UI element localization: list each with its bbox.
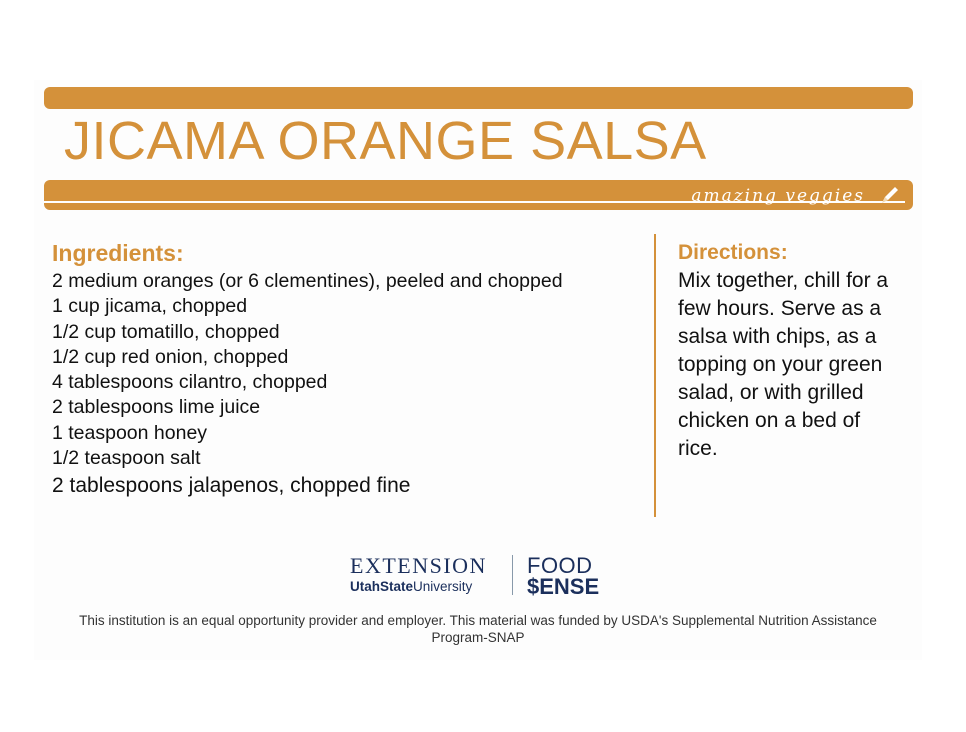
- logo-separator: [512, 555, 513, 595]
- tagline: amazing veggies: [691, 186, 865, 206]
- tagline-band: [44, 180, 913, 210]
- ingredients-section: [52, 240, 642, 500]
- ingredient-item: 1/2 cup tomatillo, chopped: [52, 320, 280, 343]
- logo-food: FOOD: [527, 553, 593, 578]
- ingredient-item: 1 cup jicama, chopped: [52, 295, 248, 318]
- ingredient-item: 2 tablespoons lime juice: [52, 396, 261, 419]
- directions-text: Mix together, chill for a few hours. Serve as a salsa with chips, as a topping on your green salad, or with grilled chicken on a bed of rice.: [678, 269, 889, 460]
- extension-food-sense-logo: [350, 553, 610, 599]
- directions-section: [678, 240, 903, 463]
- ingredient-item: 1 teaspoon honey: [52, 421, 208, 444]
- logo-sense: $ENSE: [527, 574, 600, 599]
- ingredient-item: 4 tablespoons cilantro, chopped: [52, 371, 328, 394]
- logo-usu: [350, 579, 472, 594]
- logo-extension: EXTENSION: [350, 553, 487, 578]
- logo-university: University: [413, 579, 473, 594]
- ingredient-item: 2 medium oranges (or 6 clementines), peeled and chopped: [52, 270, 563, 292]
- recipe-title: JICAMA ORANGE SALSA: [64, 111, 707, 171]
- ingredients-heading: Ingredients:: [52, 240, 184, 266]
- ingredient-list: [52, 269, 642, 500]
- ingredient-item: 1/2 cup red onion, chopped: [52, 345, 289, 368]
- top-accent-bar: [44, 87, 913, 109]
- column-divider: [654, 234, 656, 517]
- pencil-icon: [879, 184, 901, 206]
- ingredient-item: 2 tablespoons jalapenos, chopped fine: [52, 474, 411, 498]
- directions-heading: Directions:: [678, 241, 788, 264]
- footer-disclaimer: This institution is an equal opportunity provider and employer. This material was funded by USDA's Supplemental Nutrition Assistance Program-SNAP: [79, 613, 877, 645]
- logo-utah-state: UtahState: [350, 579, 414, 594]
- ingredient-item: 1/2 teaspoon salt: [52, 447, 201, 470]
